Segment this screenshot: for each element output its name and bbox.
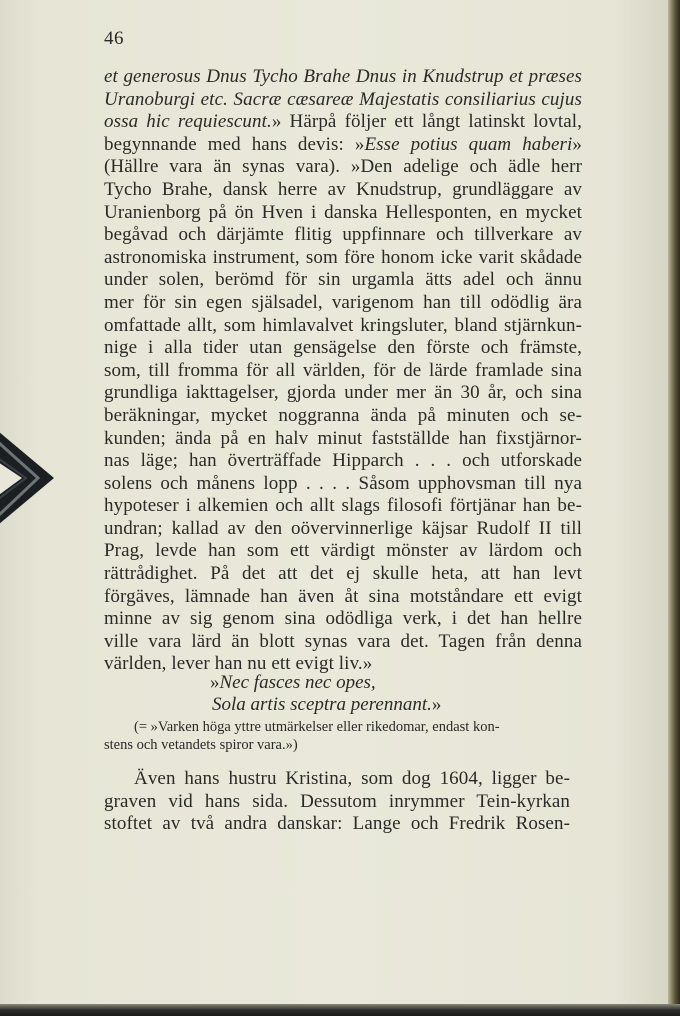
text-segment: » Härpå följer ett långt latinskt lovtal, xyxy=(271,111,583,133)
text-line xyxy=(104,89,582,112)
text-line xyxy=(104,66,582,89)
text-line xyxy=(104,540,582,563)
text-segment: (Hällre vara än synas vara). »Den adelige och ädle herr xyxy=(104,156,582,178)
note-line-1: (= »Varken höga yttre utmärkelser eller rikedomar, endast kon- xyxy=(134,719,500,735)
text-segment: » xyxy=(572,133,583,155)
text-line xyxy=(104,111,582,134)
text-line xyxy=(104,518,582,541)
text-segment: Uranienborg på ön Hven i danska Hellesponten, en mycket xyxy=(104,201,582,223)
text-segment: undran; kallad av den oövervinnerlige käjsar Rudolf II till xyxy=(104,517,582,539)
text-line xyxy=(104,608,582,631)
italic-text: Esse potius quam haberi xyxy=(364,133,573,155)
page-number: 46 xyxy=(104,28,124,49)
text-segment: förgäves, lämnade han även åt sina motståndare ett evigt xyxy=(104,585,582,607)
note-line-2: stens och vetandets spiror vara.») xyxy=(104,737,298,753)
text-segment: ville vara lärd än blott synas vara det. Tagen från denna xyxy=(104,630,582,652)
text-line xyxy=(104,631,582,654)
italic-text: ossa hic requiescunt. xyxy=(104,111,272,133)
text-line xyxy=(104,337,582,360)
text-line xyxy=(104,360,582,383)
text-segment: Prag, levde han som ett värdigt mönster av lärdom och xyxy=(104,540,582,562)
second-paragraph xyxy=(104,768,570,836)
text-line xyxy=(104,202,582,225)
text-line xyxy=(104,292,582,315)
text-segment: minne av sig genom sina odödliga verk, i det han hellre xyxy=(104,608,582,630)
text-segment: nige i alla tider utan gensägelse den förste och främste, xyxy=(104,337,582,359)
text-line xyxy=(104,450,582,473)
text-segment: mer för sin egen själsadel, varigenom han till odödlig ära xyxy=(104,291,582,313)
latin-verse xyxy=(104,672,582,716)
text-segment: beräkningar, mycket noggranna ända på minuten och se- xyxy=(104,404,582,426)
text-segment: världen, lever han nu ett evigt liv.» xyxy=(104,653,373,675)
bookmark-clip-icon xyxy=(0,424,62,532)
text-segment: rättrådighet. På det att det ej skulle heta, att han levt xyxy=(104,563,582,585)
page-edge-bottom xyxy=(0,1004,680,1016)
text-segment: solens och månens lopp . . . . Såsom upphovsman till nya xyxy=(104,472,582,494)
text-line xyxy=(104,247,582,270)
text-segment: grundliga iakttagelser, gjorda under mer än 30 år, och sina xyxy=(104,382,582,404)
text-segment: under solen, berömd för sin urgamla ätts adel och ännu xyxy=(104,269,582,291)
text-line xyxy=(104,428,582,451)
text-segment: kunden; ända på en halv minut fastställde han fixstjärnor- xyxy=(104,427,582,449)
text-line xyxy=(104,563,582,586)
text-line xyxy=(104,156,582,179)
main-paragraph xyxy=(104,66,582,676)
verse-close-quote: » xyxy=(431,694,442,715)
verse-line xyxy=(104,694,582,716)
text-line: Även hans hustru Kristina, som dog 1604, ligger be- xyxy=(134,768,570,789)
verse-line-2: Sola artis sceptra perennant. xyxy=(212,694,432,715)
translation-note xyxy=(104,718,574,754)
verse-open-quote: » xyxy=(210,672,220,693)
italic-text: Uranoburgi etc. Sacræ cæsareæ Majestatis consiliarius cujus xyxy=(104,88,582,110)
text-line xyxy=(104,405,582,428)
text-line: graven vid hans sida. Dessutom inrymmer Tein-kyrkan xyxy=(104,790,570,812)
text-segment: som, till fromma för all världen, för de lärde framlade sina xyxy=(104,359,582,381)
verse-line xyxy=(104,672,582,694)
text-line xyxy=(104,382,582,405)
text-segment: begåvad och därjämte flitig uppfinnare och tillverkare av xyxy=(104,224,582,246)
italic-text: et generosus Dnus Tycho Brahe Dnus in Knudstrup et præses xyxy=(104,66,582,87)
text-line xyxy=(104,495,582,518)
page-edge-right xyxy=(668,0,680,1016)
text-line xyxy=(104,473,582,496)
text-line xyxy=(104,315,582,338)
text-line xyxy=(104,179,582,202)
text-segment: omfattade allt, som himlavalvet kringsluter, bland stjärnkun- xyxy=(104,314,582,336)
text-segment: Tycho Brahe, dansk herre av Knudstrup, grundläggare av xyxy=(104,178,582,200)
text-segment: hypoteser i alkemien och allt slags filosofi förtjänar han be- xyxy=(104,495,582,517)
text-segment: astronomiska instrument, som före honom icke varit skådade xyxy=(104,246,582,268)
text-line xyxy=(104,134,582,157)
text-line xyxy=(104,269,582,292)
text-line: stoftet av två andra danskar: Lange och Fredrik Rosen- xyxy=(104,813,570,835)
text-line xyxy=(104,586,582,609)
verse-line-1: Nec fasces nec opes, xyxy=(219,672,376,693)
text-segment: nas läge; han överträffade Hipparch . . . och utforskade xyxy=(104,450,582,472)
text-line xyxy=(104,224,582,247)
text-segment: begynnande med hans devis: » xyxy=(104,133,365,155)
